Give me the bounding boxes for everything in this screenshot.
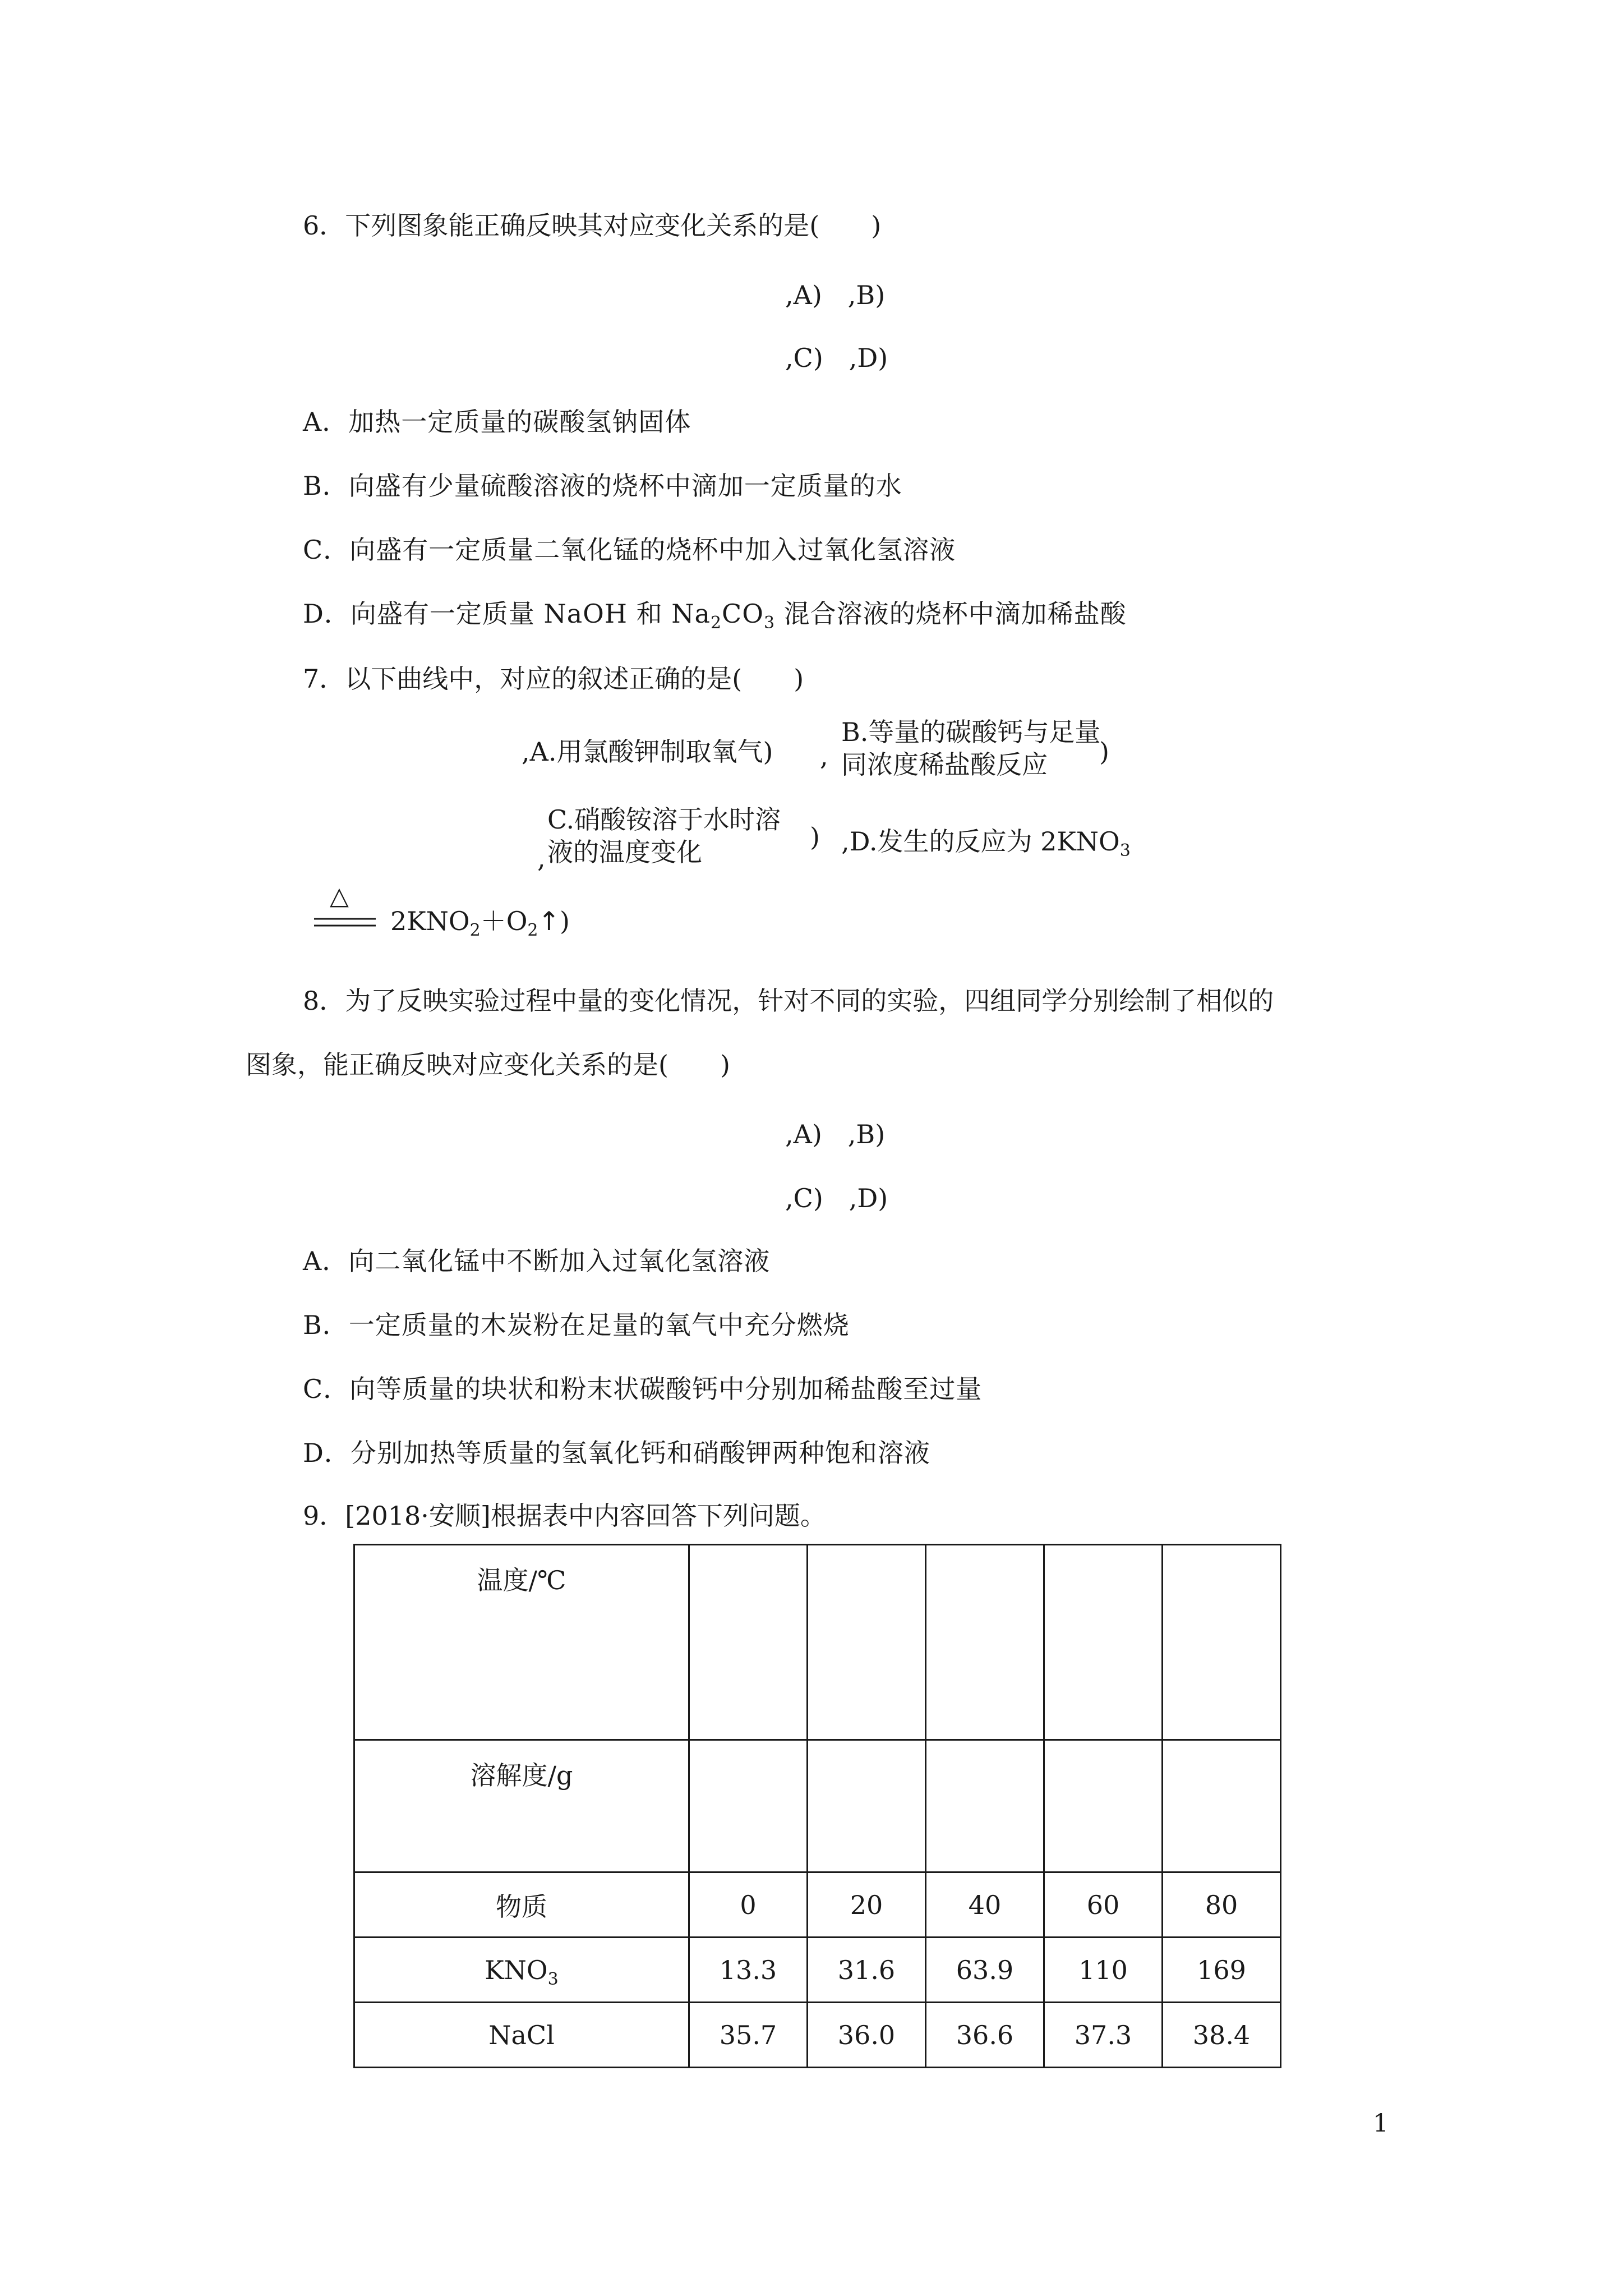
value-cell: 38.4 <box>1163 2003 1281 2068</box>
q6-option-c: C．向盛有一定质量二氧化锰的烧杯中加入过氧化氢溶液 <box>303 535 956 565</box>
q6-option-a: A．加热一定质量的碳酸氢钠固体 <box>303 407 691 437</box>
q6-option-d <box>303 597 1127 631</box>
table-row-kno3 <box>354 1938 1281 2003</box>
q6-option-d-text-2: CO <box>722 599 764 629</box>
solubility-table <box>353 1544 1281 2068</box>
q8-stem-line-1: 8．为了反映实验过程中量的变化情况，针对不同的实验，四组同学分别绘制了相似的 <box>303 986 1274 1016</box>
q7-figure-b-line-1: B.等量的碳酸钙与足量 <box>841 717 1101 747</box>
q7-stem: 7．以下曲线中，对应的叙述正确的是( ) <box>303 664 804 694</box>
q6-option-d-text-3: 混合溶液的烧杯中滴加稀盐酸 <box>775 599 1127 629</box>
substance-name: KNO <box>485 1954 548 1985</box>
table-cell-empty <box>808 1545 926 1740</box>
table-cell-empty <box>689 1740 808 1872</box>
substance-kno3 <box>354 1938 689 2003</box>
value-cell: 13.3 <box>689 1938 808 2003</box>
value-cell: 110 <box>1044 1938 1163 2003</box>
q7-figure-c-line-2: 液的温度变化 <box>547 837 702 867</box>
temp-cell: 0 <box>689 1872 808 1938</box>
q8-option-b: B．一定质量的木炭粉在足量的氧气中充分燃烧 <box>303 1310 850 1340</box>
table-cell-empty <box>926 1545 1044 1740</box>
table-cell-empty <box>1044 1740 1163 1872</box>
q7-figure-c-prefix: , <box>537 843 546 873</box>
row-label-substance: 物质 <box>354 1872 689 1938</box>
q7-figure-b-line-2: 同浓度稀盐酸反应 <box>841 749 1048 780</box>
temp-cell: 80 <box>1163 1872 1281 1938</box>
q7-figure-b-close: ) <box>1099 737 1109 767</box>
heating-delta-symbol: △ <box>330 882 349 910</box>
value-cell: 35.7 <box>689 2003 808 2068</box>
substance-nacl: NaCl <box>354 2003 689 2068</box>
table-cell-empty <box>926 1740 1044 1872</box>
q7-figure-c-line-1: C.硝酸铵溶于水时溶 <box>547 804 781 835</box>
table-cell-empty <box>1163 1740 1281 1872</box>
substance-subscript: 3 <box>547 1969 559 1989</box>
q6-option-d-sub-2: 3 <box>763 613 776 633</box>
q7-equation-sub-2: 2 <box>527 921 538 940</box>
q8-figure-row-1: ,A) ,B) <box>785 1119 886 1149</box>
q7-equation-text-1: 2KNO <box>390 906 470 936</box>
q7-figure-d-sub: 3 <box>1119 841 1131 861</box>
header-temperature: 温度/℃ <box>354 1545 689 1740</box>
value-cell: 63.9 <box>926 1938 1044 2003</box>
q7-equation-close: ) <box>560 906 570 936</box>
q7-figure-c <box>547 803 781 868</box>
header-solubility: 溶解度/g <box>354 1740 689 1872</box>
q6-stem: 6．下列图象能正确反映其对应变化关系的是( ) <box>303 210 882 241</box>
q6-option-d-text-1: D．向盛有一定质量 NaOH 和 Na <box>303 599 711 629</box>
q7-figure-c-close: ) <box>810 822 820 852</box>
temp-cell: 20 <box>808 1872 926 1938</box>
table-row-solubility <box>354 1740 1281 1872</box>
q8-option-a: A．向二氧化锰中不断加入过氧化氢溶液 <box>303 1246 771 1276</box>
table-cell-empty <box>1163 1545 1281 1740</box>
q6-option-d-sub-1: 2 <box>710 613 722 633</box>
value-cell: 36.0 <box>808 2003 926 2068</box>
value-cell: 36.6 <box>926 2003 1044 2068</box>
q7-figure-d-text: ,D.发生的反应为 2KNO <box>841 826 1120 857</box>
equation-double-line <box>314 917 376 929</box>
table-row-substance <box>354 1872 1281 1938</box>
q9-stem: 9．[2018·安顺]根据表中内容回答下列问题。 <box>303 1501 826 1531</box>
page-number: 1 <box>1373 2109 1389 2138</box>
q8-option-c: C．向等质量的块状和粉末状碳酸钙中分别加稀盐酸至过量 <box>303 1374 983 1404</box>
q8-option-d: D．分别加热等质量的氢氧化钙和硝酸钾两种饱和溶液 <box>303 1438 930 1468</box>
table-cell-empty <box>689 1545 808 1740</box>
value-cell: 169 <box>1163 1938 1281 2003</box>
temp-cell: 40 <box>926 1872 1044 1938</box>
value-cell: 31.6 <box>808 1938 926 2003</box>
temp-cell: 60 <box>1044 1872 1163 1938</box>
table-cell-empty <box>808 1740 926 1872</box>
table-cell-empty <box>1044 1545 1163 1740</box>
q7-equation-products <box>390 904 570 938</box>
q8-stem-line-2: 图象，能正确反映对应变化关系的是( ) <box>246 1050 730 1080</box>
up-arrow-icon: ↑ <box>538 906 560 936</box>
value-cell: 37.3 <box>1044 2003 1163 2068</box>
table-row-nacl <box>354 2003 1281 2068</box>
q6-option-b: B．向盛有少量硫酸溶液的烧杯中滴加一定质量的水 <box>303 471 902 501</box>
q6-figure-row-1: ,A) ,B) <box>785 280 886 310</box>
q7-figure-b <box>841 716 1100 781</box>
q7-equation-text-2: ＋O <box>480 906 528 936</box>
q7-figure-b-prefix: , <box>820 741 828 771</box>
q7-figure-a: ,A.用氯酸钾制取氧气) <box>522 737 773 767</box>
q7-figure-d <box>841 825 1131 861</box>
q7-equation-sub-1: 2 <box>469 921 481 940</box>
q6-figure-row-2: ,C) ,D) <box>785 343 888 373</box>
q8-figure-row-2: ,C) ,D) <box>785 1183 888 1213</box>
table-row-temperature <box>354 1545 1281 1740</box>
